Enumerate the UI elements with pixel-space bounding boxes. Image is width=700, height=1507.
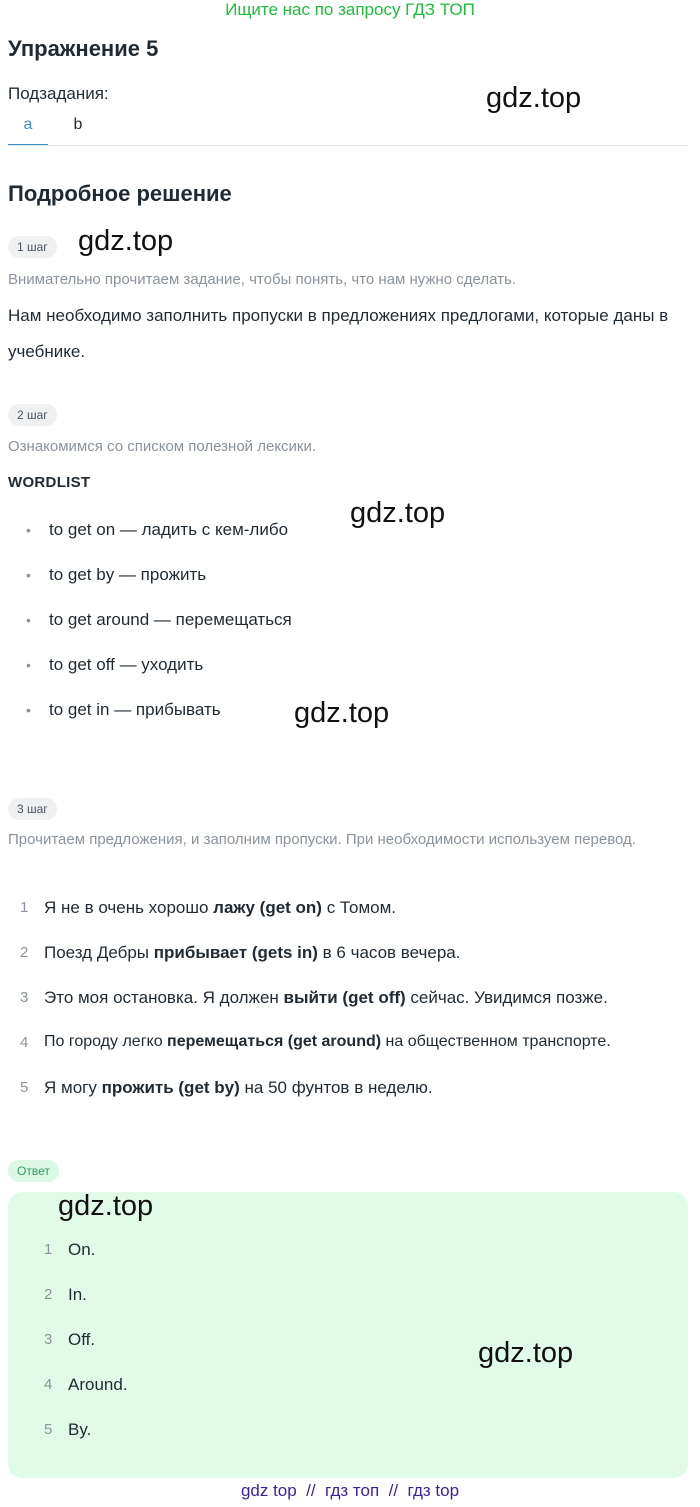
list-item [20,898,611,943]
bullet-icon: • [26,657,31,673]
item-number: 5 [20,1079,29,1096]
item-number: 1 [44,1241,53,1258]
bullet-icon: • [26,522,31,538]
list-item [20,1078,611,1123]
answer-text: By. [68,1420,92,1439]
list-item [20,565,292,610]
list-item [20,943,611,988]
top-banner: Ищите нас по запросу ГДЗ ТОП [225,0,475,19]
item-number: 2 [44,1286,53,1303]
list-item [44,1240,128,1285]
wordlist-entry: to get in — прибывать [49,700,221,719]
sentence: По городу легко перемещаться (get around) на общественном транспорте. [44,1033,611,1050]
watermark: gdz.top [78,225,174,257]
subtasks-label: Подзадания: [8,84,109,103]
list-item [44,1330,128,1375]
list-item [44,1420,128,1465]
step-badge: 3 шаг [8,798,57,820]
list-item [20,1033,611,1078]
answer-text: On. [68,1240,96,1259]
wordlist-entry: to get off — уходить [49,655,204,674]
wordlist-entry: to get on — ладить с кем-либо [49,520,289,539]
watermark: gdz.top [294,697,390,729]
answer-text: Off. [68,1330,96,1349]
watermark: gdz.top [478,1337,574,1369]
item-number: 4 [44,1376,53,1393]
footer-text: gdz top // гдз топ // гдз top [240,1481,460,1500]
list-item [20,700,292,745]
answer-badge: Ответ [8,1160,59,1182]
watermark: gdz.top [350,497,446,529]
tab-a[interactable]: a [8,116,48,146]
list-item [20,520,292,565]
wordlist-entry: to get around — перемещаться [49,610,292,629]
item-number: 1 [20,899,29,916]
sentence: Поезд Дебры прибывает (gets in) в 6 часов вечера. [44,943,461,962]
watermark: gdz.top [486,82,582,114]
step-text: Нам необходимо заполнить пропуски в предложениях предлогами, которые даны в учебнике. [8,306,669,361]
answer-list [44,1240,128,1465]
item-number: 3 [20,989,29,1006]
bullet-icon: • [26,567,31,583]
tabs-divider [8,145,688,146]
wordlist [20,520,292,745]
bullet-icon: • [26,702,31,718]
item-number: 4 [20,1034,29,1051]
item-number: 5 [44,1421,53,1438]
sentence: Я не в очень хорошо лажу (get on) с Томом. [44,898,396,917]
step-hint: Ознакомимся со списком полезной лексики. [8,438,317,455]
sentence: Я могу прожить (get by) на 50 фунтов в неделю. [44,1078,433,1097]
answer-text: Around. [68,1375,128,1394]
tab-b[interactable]: b [73,116,83,133]
step-hint: Прочитаем предложения, и заполним пропуски. При необходимости используем перевод. [8,831,636,848]
sentence: Это моя остановка. Я должен выйти (get off) сейчас. Увидимся позже. [44,988,608,1007]
step-hint: Внимательно прочитаем задание, чтобы понять, что нам нужно сделать. [8,271,517,288]
answer-text: In. [68,1285,87,1304]
wordlist-title: WORDLIST [8,474,91,491]
item-number: 2 [20,944,29,961]
wordlist-entry: to get by — прожить [49,565,207,584]
section-title: Подробное решение [8,181,232,206]
step-badge: 1 шаг [8,236,57,258]
list-item [20,988,611,1033]
item-number: 3 [44,1331,53,1348]
page-title: Упражнение 5 [8,36,159,61]
step-badge: 2 шаг [8,404,57,426]
watermark: gdz.top [58,1190,154,1222]
list-item [20,655,292,700]
list-item [44,1285,128,1330]
bullet-icon: • [26,612,31,628]
list-item [44,1375,128,1420]
sentence-list [20,898,611,1123]
list-item [20,610,292,655]
